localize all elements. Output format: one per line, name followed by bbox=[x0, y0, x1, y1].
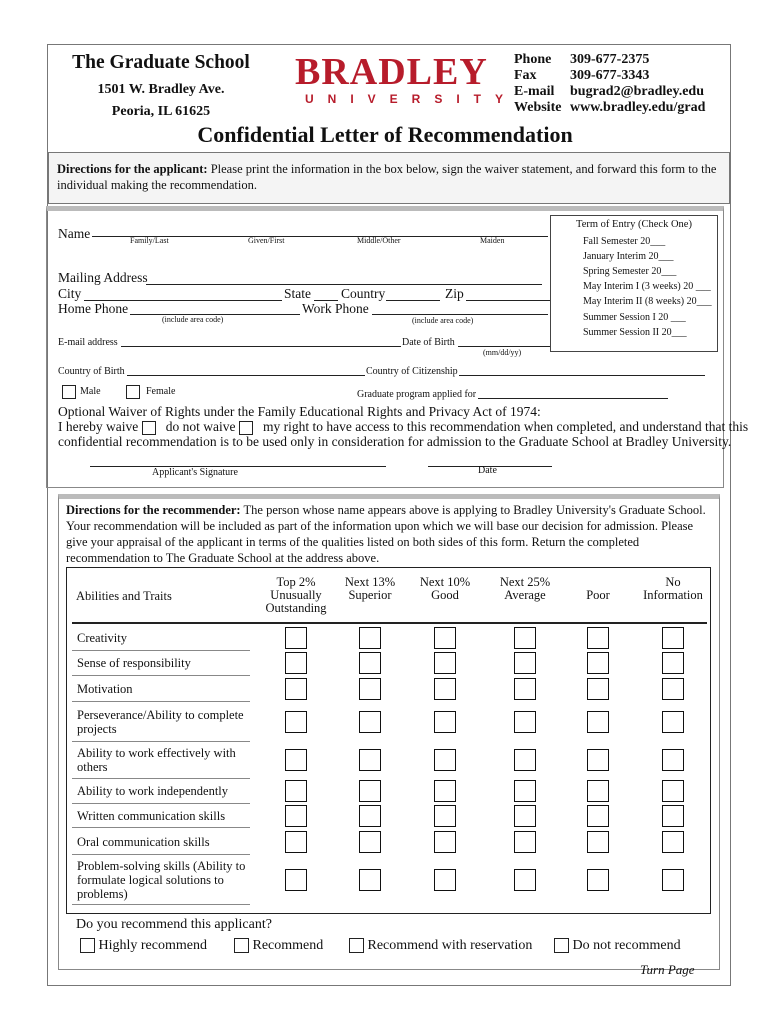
rating-checkbox[interactable] bbox=[359, 678, 381, 700]
recommender-directions-lead: Directions for the recommender: bbox=[66, 503, 241, 517]
home-phone-area-note: (include area code) bbox=[162, 315, 224, 324]
column-header-line: Next 25% bbox=[499, 575, 551, 589]
term-fall[interactable]: Fall Semester 20___ bbox=[583, 236, 666, 247]
row-divider bbox=[72, 778, 250, 779]
recommend-label: Recommend bbox=[252, 938, 324, 953]
recommend-reservation-label: Recommend with reservation bbox=[367, 938, 533, 953]
column-header-line: Average bbox=[504, 588, 546, 602]
column-header-line: Poor bbox=[586, 588, 610, 602]
program-label: Graduate program applied for bbox=[357, 389, 477, 400]
waive-checkbox[interactable] bbox=[142, 421, 156, 435]
recommend-question: Do you recommend this applicant? bbox=[76, 917, 272, 932]
rating-checkbox[interactable] bbox=[434, 805, 456, 827]
rating-checkbox[interactable] bbox=[662, 831, 684, 853]
recommend-checkbox[interactable] bbox=[234, 938, 249, 953]
fax-label: Fax bbox=[514, 68, 537, 83]
work-phone-label: Work Phone bbox=[302, 301, 369, 316]
signature-label: Applicant's Signature bbox=[152, 467, 238, 478]
rating-checkbox[interactable] bbox=[587, 780, 609, 802]
bradley-logo bbox=[295, 51, 518, 106]
column-header bbox=[400, 576, 490, 615]
fax-value: 309-677-3343 bbox=[570, 68, 650, 83]
column-header-line: No bbox=[665, 575, 681, 589]
name-sub-given: Given/First bbox=[248, 236, 285, 245]
waiver-statement: my right to have access to this recommendation when completed, and understand that this bbox=[262, 419, 749, 434]
trait-label: Sense of responsibility bbox=[77, 656, 191, 670]
column-header-line bbox=[628, 602, 718, 615]
rating-checkbox[interactable] bbox=[662, 869, 684, 891]
recommender-directions bbox=[66, 502, 710, 566]
recommender-directions-text: The person whose name appears above is applying to Bradley University's Graduate School. Your recommendation will be included as part of the information upon which we will base our decision for admission. Please give your appraisal of the applicant in terms of the qualities listed on both sides of this form. Return the completed recommendation to The Graduate School at the address above. bbox=[66, 503, 706, 565]
recommend-reservation-checkbox[interactable] bbox=[349, 938, 364, 953]
rating-checkbox[interactable] bbox=[285, 711, 307, 733]
rating-checkbox[interactable] bbox=[285, 652, 307, 674]
term-january[interactable]: January Interim 20___ bbox=[583, 251, 674, 262]
rating-checkbox[interactable] bbox=[662, 780, 684, 802]
mailing-address-label: Mailing Address bbox=[58, 270, 148, 285]
rating-checkbox[interactable] bbox=[359, 780, 381, 802]
rating-checkbox[interactable] bbox=[514, 627, 536, 649]
column-header-line: Next 10% bbox=[419, 575, 471, 589]
recommend-not[interactable] bbox=[554, 938, 681, 954]
column-header bbox=[628, 576, 718, 615]
logo-subtitle: UNIVERSITY bbox=[305, 92, 518, 106]
male-label: Male bbox=[80, 386, 101, 397]
waiver-hereby-label: I hereby waive bbox=[58, 419, 139, 434]
rating-checkbox[interactable] bbox=[285, 627, 307, 649]
abilities-header: Abilities and Traits bbox=[76, 589, 172, 603]
rating-checkbox[interactable] bbox=[514, 869, 536, 891]
program-field[interactable] bbox=[478, 398, 668, 399]
email-label: E-mail bbox=[514, 84, 555, 99]
rating-checkbox[interactable] bbox=[434, 627, 456, 649]
rating-checkbox[interactable] bbox=[587, 831, 609, 853]
rating-checkbox[interactable] bbox=[587, 678, 609, 700]
rating-checkbox[interactable] bbox=[285, 678, 307, 700]
name-label: Name bbox=[58, 226, 91, 241]
contact-block bbox=[514, 52, 705, 116]
birth-country-field[interactable] bbox=[127, 375, 365, 376]
school-address-block bbox=[56, 52, 266, 120]
recommend-standard[interactable] bbox=[234, 938, 323, 954]
address-line-1: 1501 W. Bradley Ave. bbox=[97, 82, 225, 97]
rating-checkbox[interactable] bbox=[662, 711, 684, 733]
phone-value: 309-677-2375 bbox=[570, 52, 650, 67]
row-divider bbox=[72, 827, 250, 828]
rating-checkbox[interactable] bbox=[285, 749, 307, 771]
name-sub-maiden: Maiden bbox=[480, 236, 505, 245]
column-header-line: Next 13% bbox=[344, 575, 396, 589]
home-phone-label: Home Phone bbox=[58, 301, 129, 316]
school-name: The Graduate School bbox=[72, 52, 250, 73]
rating-checkbox[interactable] bbox=[662, 627, 684, 649]
rating-checkbox[interactable] bbox=[662, 805, 684, 827]
date-label: Date bbox=[478, 465, 497, 476]
turn-page-note: Turn Page bbox=[640, 962, 695, 977]
country-field[interactable] bbox=[386, 300, 440, 301]
rating-checkbox[interactable] bbox=[434, 749, 456, 771]
rating-checkbox[interactable] bbox=[434, 711, 456, 733]
waiver-line-1 bbox=[58, 419, 748, 435]
column-header-line: Outstanding bbox=[265, 601, 327, 615]
rating-checkbox[interactable] bbox=[359, 711, 381, 733]
applicant-directions-text: Please print the information in the box below, sign the waiver statement, and forward this form to the individual making the recommendation. bbox=[57, 162, 717, 192]
recommend-highly[interactable] bbox=[80, 938, 207, 954]
row-divider bbox=[72, 650, 250, 651]
trait-label: Motivation bbox=[77, 681, 133, 696]
rating-checkbox[interactable] bbox=[587, 627, 609, 649]
term-may-1[interactable]: May Interim I (3 weeks) 20 ___ bbox=[583, 281, 711, 292]
waiver-title: Optional Waiver of Rights under the Family Educational Rights and Privacy Act of 1974: bbox=[58, 404, 541, 419]
rating-checkbox[interactable] bbox=[514, 780, 536, 802]
term-of-entry-box bbox=[550, 215, 718, 352]
name-sub-family: Family/Last bbox=[130, 236, 169, 245]
rating-checkbox[interactable] bbox=[359, 831, 381, 853]
term-summer-1[interactable]: Summer Session I 20 ___ bbox=[583, 312, 686, 323]
trait-label: Problem-solving skills (Ability to formulate logical solutions to problems) bbox=[77, 859, 246, 901]
column-header-line: Superior bbox=[348, 588, 392, 602]
rating-checkbox[interactable] bbox=[662, 652, 684, 674]
work-phone-field[interactable] bbox=[372, 314, 548, 315]
dob-field[interactable] bbox=[458, 346, 550, 347]
trait-label: Written communication skills bbox=[77, 809, 226, 823]
website-value[interactable]: www.bradley.edu/grad bbox=[570, 100, 706, 115]
rating-checkbox[interactable] bbox=[514, 805, 536, 827]
rating-checkbox[interactable] bbox=[514, 831, 536, 853]
rating-checkbox[interactable] bbox=[359, 869, 381, 891]
column-header-line bbox=[400, 602, 490, 615]
rating-checkbox[interactable] bbox=[359, 627, 381, 649]
term-heading: Term of Entry (Check One) bbox=[576, 219, 692, 230]
term-spring[interactable]: Spring Semester 20___ bbox=[583, 266, 677, 277]
do-not-waive-label: do not waive bbox=[165, 419, 236, 434]
column-header-line: Top 2% bbox=[276, 575, 316, 589]
zip-field[interactable] bbox=[466, 300, 550, 301]
highly-recommend-label: Highly recommend bbox=[98, 938, 207, 953]
logo-wordmark: BRADLEY bbox=[295, 51, 488, 93]
rating-checkbox[interactable] bbox=[587, 869, 609, 891]
row-divider bbox=[72, 904, 250, 905]
citizenship-field[interactable] bbox=[459, 375, 705, 376]
trait-label: Ability to work independently bbox=[77, 784, 229, 798]
rating-checkbox[interactable] bbox=[285, 805, 307, 827]
trait-label: Ability to work effectively with others bbox=[77, 746, 236, 774]
rating-checkbox[interactable] bbox=[434, 869, 456, 891]
row-divider bbox=[72, 854, 250, 855]
dob-format: (mm/dd/yy) bbox=[483, 348, 522, 357]
email-address-label: E-mail address bbox=[58, 337, 118, 348]
term-summer-2[interactable]: Summer Session II 20___ bbox=[583, 327, 687, 338]
email-value[interactable]: bugrad2@bradley.edu bbox=[570, 84, 704, 99]
rating-checkbox[interactable] bbox=[587, 652, 609, 674]
rating-checkbox[interactable] bbox=[285, 869, 307, 891]
email-address-field[interactable] bbox=[121, 346, 401, 347]
applicant-directions bbox=[57, 161, 717, 193]
rating-checkbox[interactable] bbox=[587, 749, 609, 771]
column-header-line: Good bbox=[431, 588, 459, 602]
do-not-waive-checkbox[interactable] bbox=[239, 421, 253, 435]
row-divider bbox=[72, 741, 250, 742]
work-phone-area-note: (include area code) bbox=[412, 316, 474, 325]
address-line-2: Peoria, IL 61625 bbox=[111, 104, 211, 119]
female-checkbox[interactable] bbox=[126, 385, 140, 399]
rating-checkbox[interactable] bbox=[514, 652, 536, 674]
trait-label: Creativity bbox=[77, 631, 127, 645]
rating-checkbox[interactable] bbox=[434, 678, 456, 700]
row-divider bbox=[72, 675, 250, 676]
rating-checkbox[interactable] bbox=[434, 652, 456, 674]
page-title: Confidential Letter of Recommendation bbox=[197, 122, 573, 147]
table-header-divider bbox=[72, 622, 707, 624]
website-label: Website bbox=[514, 100, 562, 115]
column-header-line: Unusually bbox=[270, 588, 322, 602]
rating-checkbox[interactable] bbox=[434, 831, 456, 853]
state-label: State bbox=[284, 286, 311, 301]
trait-label: Oral communication skills bbox=[77, 834, 210, 849]
do-not-recommend-checkbox[interactable] bbox=[554, 938, 569, 953]
citizenship-label: Country of Citizenship bbox=[366, 366, 458, 377]
applicant-directions-lead: Directions for the applicant: bbox=[57, 162, 208, 176]
rating-checkbox[interactable] bbox=[285, 780, 307, 802]
rating-checkbox[interactable] bbox=[514, 711, 536, 733]
column-header-line: Information bbox=[643, 588, 703, 602]
waiver-line-2: confidential recommendation is to be used only in consideration for admission to the Graduate School at Bradley University. bbox=[58, 434, 732, 449]
rating-checkbox[interactable] bbox=[514, 678, 536, 700]
rating-checkbox[interactable] bbox=[359, 805, 381, 827]
rating-checkbox[interactable] bbox=[587, 805, 609, 827]
birth-country-label: Country of Birth bbox=[58, 366, 125, 377]
mailing-address-field[interactable] bbox=[146, 284, 542, 285]
rating-checkbox[interactable] bbox=[514, 749, 536, 771]
recommend-reservation[interactable] bbox=[349, 938, 532, 954]
country-label: Country bbox=[341, 286, 386, 301]
trait-label: Perseverance/Ability to complete projects bbox=[77, 708, 244, 736]
rating-checkbox[interactable] bbox=[662, 678, 684, 700]
rating-checkbox[interactable] bbox=[285, 831, 307, 853]
highly-recommend-checkbox[interactable] bbox=[80, 938, 95, 953]
rating-checkbox[interactable] bbox=[359, 652, 381, 674]
do-not-recommend-label: Do not recommend bbox=[572, 938, 681, 953]
rating-checkbox[interactable] bbox=[434, 780, 456, 802]
dob-label: Date of Birth bbox=[402, 337, 455, 348]
city-label: City bbox=[58, 286, 82, 301]
rating-checkbox[interactable] bbox=[662, 749, 684, 771]
signature-field[interactable] bbox=[90, 466, 386, 467]
term-may-2[interactable]: May Interim II (8 weeks) 20___ bbox=[583, 296, 712, 307]
male-checkbox[interactable] bbox=[62, 385, 76, 399]
row-divider bbox=[72, 701, 250, 702]
rating-checkbox[interactable] bbox=[587, 711, 609, 733]
rating-checkbox[interactable] bbox=[359, 749, 381, 771]
female-label: Female bbox=[146, 386, 176, 397]
row-divider bbox=[72, 803, 250, 804]
phone-label: Phone bbox=[514, 52, 552, 67]
name-sub-middle: Middle/Other bbox=[357, 236, 401, 245]
zip-label: Zip bbox=[445, 286, 464, 301]
